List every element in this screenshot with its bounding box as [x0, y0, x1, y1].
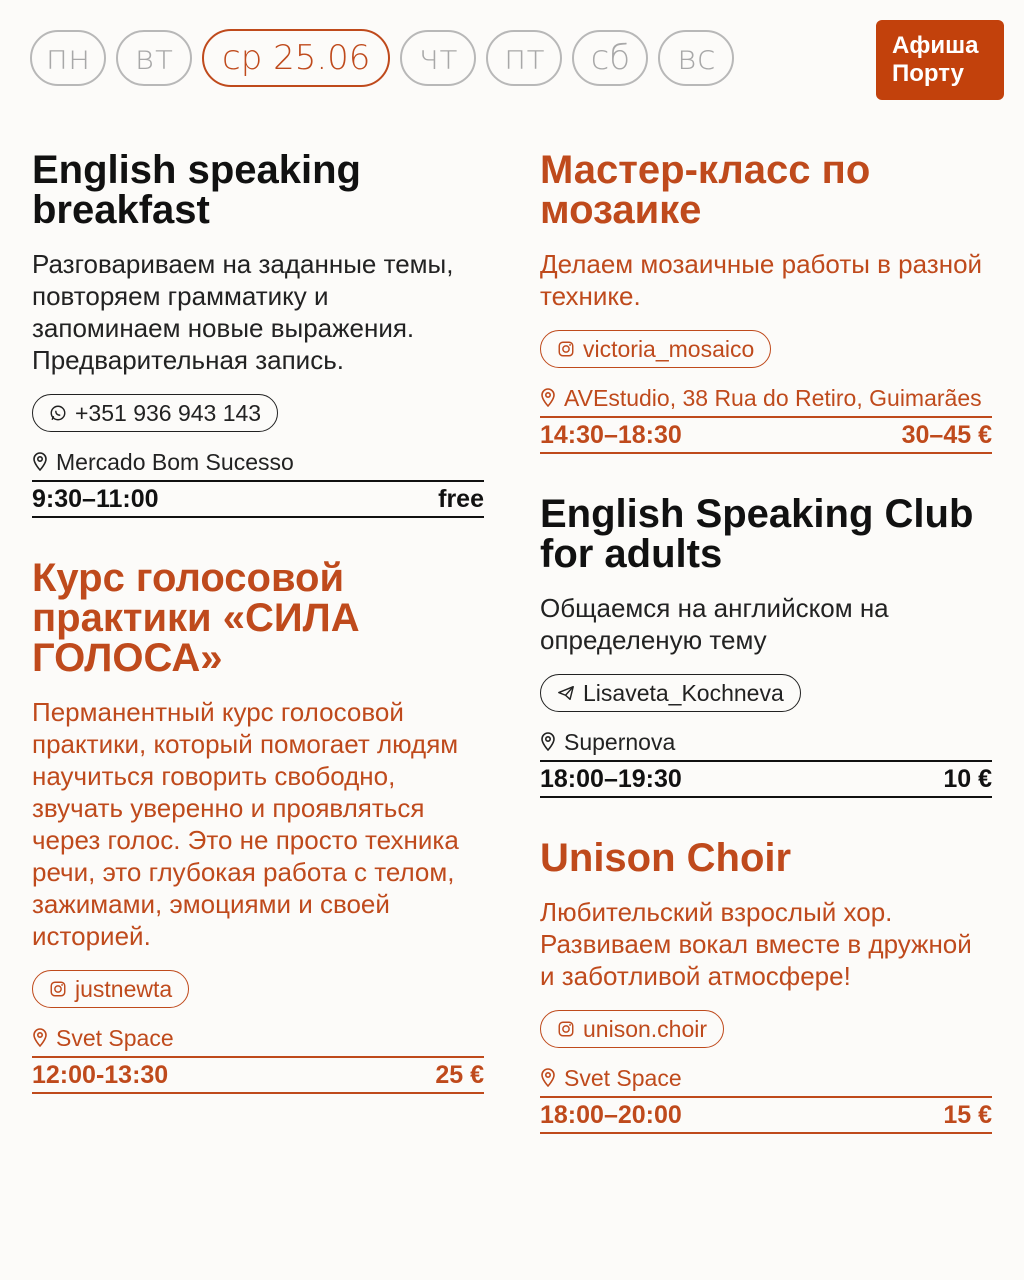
event-title: English speaking breakfast: [32, 148, 361, 232]
whatsapp-icon: [49, 404, 67, 422]
event-description: Общаемся на английском на определеную тему: [540, 593, 889, 655]
day-tab-sat[interactable]: сб: [572, 30, 648, 86]
time-price-bar: [540, 416, 992, 454]
location-pin-icon: [540, 1068, 556, 1088]
event-title: Мастер-класс по мозаике: [540, 148, 871, 232]
logo-line-2: Порту: [892, 60, 964, 87]
contact-text: justnewta: [75, 975, 173, 1002]
time-price-bar: [32, 1056, 484, 1094]
day-tab-mon[interactable]: пн: [30, 30, 106, 86]
event-card: [32, 558, 484, 1094]
logo: [876, 20, 1004, 100]
event-location: [32, 1024, 484, 1052]
event-price: 25 €: [435, 1060, 484, 1089]
contact-pill[interactable]: [540, 674, 801, 712]
event-description: Любительский взрослый хор. Развиваем вокал вместе в дружной и заботливой атмосфере!: [540, 897, 972, 991]
event-description: Разговариваем на заданные темы, повторяем грамматику и запоминаем новые выражения. Предварительная запись.: [32, 249, 454, 375]
time-price-bar: [32, 480, 484, 518]
event-card: [540, 494, 992, 798]
day-tab-tue[interactable]: вт: [116, 30, 192, 86]
event-time: 14:30–18:30: [540, 420, 682, 449]
time-price-bar: [540, 760, 992, 798]
event-price: 30–45 €: [901, 420, 992, 449]
event-location: [540, 384, 992, 412]
day-tab-fri[interactable]: пт: [486, 30, 562, 86]
instagram-icon: [557, 1020, 575, 1038]
event-card: [540, 150, 992, 454]
logo-line-1: Афиша: [892, 32, 979, 59]
day-tab-wed[interactable]: ср 25.06: [202, 29, 390, 87]
event-time: 9:30–11:00: [32, 484, 159, 513]
day-tab-sun[interactable]: вс: [658, 30, 734, 86]
day-selector: [30, 30, 734, 90]
day-tab-thu[interactable]: чт: [400, 30, 476, 86]
event-title: Unison Choir: [540, 836, 792, 880]
event-card: [540, 838, 992, 1134]
event-price: 15 €: [943, 1100, 992, 1129]
contact-text: victoria_mosaico: [583, 335, 755, 362]
time-price-bar: [540, 1096, 992, 1134]
location-pin-icon: [32, 452, 48, 472]
contact-text: +351 936 943 143: [75, 399, 262, 426]
instagram-icon: [49, 980, 67, 998]
event-location: [32, 448, 484, 476]
contact-pill[interactable]: [540, 1010, 724, 1048]
event-price: 10 €: [943, 764, 992, 793]
event-location: [540, 1064, 992, 1092]
event-price: free: [438, 484, 484, 513]
event-time: 12:00-13:30: [32, 1060, 169, 1089]
event-title: Курс голосовой практики «СИЛА ГОЛОСА»: [32, 556, 360, 680]
right-column: [540, 150, 992, 1174]
location-text: Svet Space: [56, 1025, 174, 1051]
event-time: 18:00–19:30: [540, 764, 682, 793]
contact-text: unison.choir: [583, 1015, 708, 1042]
location-text: Mercado Bom Sucesso: [56, 449, 294, 475]
left-column: [32, 150, 484, 1134]
instagram-icon: [557, 340, 575, 358]
location-pin-icon: [540, 388, 556, 408]
location-text: AVEstudio, 38 Rua do Retiro, Guimarães: [564, 385, 982, 411]
event-title: English Speaking Club for adults: [540, 492, 974, 576]
event-location: [540, 728, 992, 756]
contact-text: Lisaveta_Kochneva: [583, 679, 784, 706]
telegram-icon: [557, 684, 575, 702]
event-description: Перманентный курс голосовой практики, который помогает людям научиться говорить свободно, звучать уверенно и проявляться через голос. Это не просто техника речи, это глубокая работа с телом, зажимами, эмоциями и своей историей.: [32, 697, 459, 951]
location-pin-icon: [32, 1028, 48, 1048]
event-card: [32, 150, 484, 518]
contact-pill[interactable]: [32, 970, 189, 1008]
event-description: Делаем мозаичные работы в разной технике.: [540, 249, 983, 311]
event-time: 18:00–20:00: [540, 1100, 682, 1129]
contact-pill[interactable]: [32, 394, 278, 432]
location-text: Supernova: [564, 729, 676, 755]
contact-pill[interactable]: [540, 330, 771, 368]
location-text: Svet Space: [564, 1065, 682, 1091]
location-pin-icon: [540, 732, 556, 752]
